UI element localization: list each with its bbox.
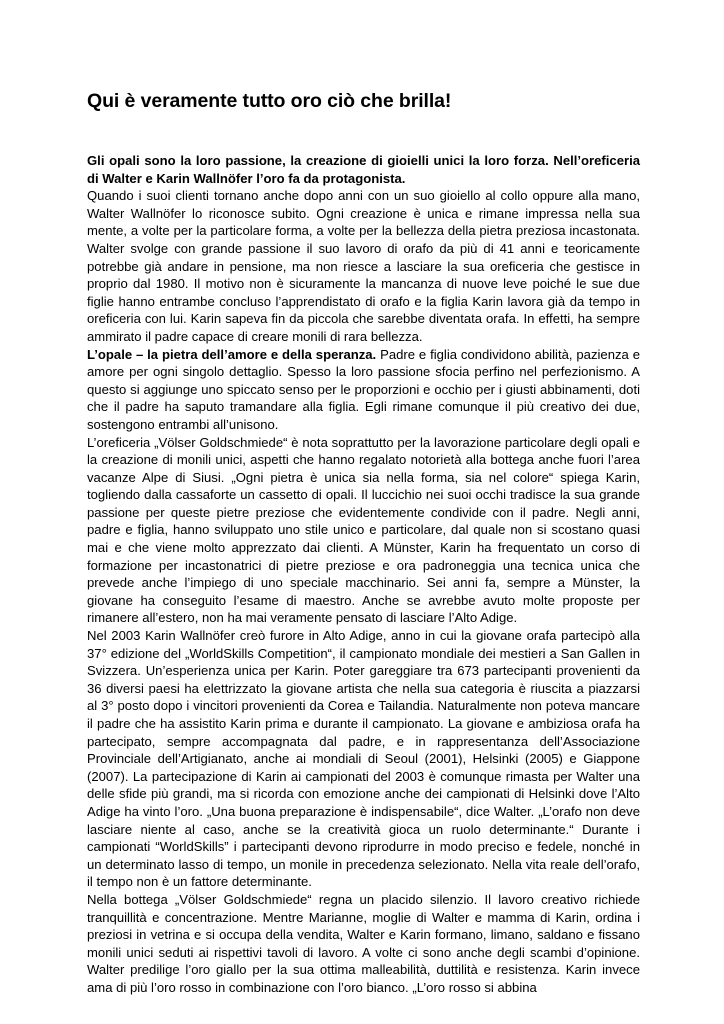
paragraph-2: [87, 346, 640, 434]
paragraph-4: Nel 2003 Karin Wallnöfer creò furore in Alto Adige, anno in cui la giovane orafa partecipò alla 37° edizione del „WorldSkills Competition“, il campionato mondiale dei mestieri a San Gallen in Svizzera. Un’esperienza unica per Karin. Poter gareggiare tra 673 partecipanti provenienti da 36 diversi paesi ha elettrizzato la giovane artista che nella sua categoria è riuscita a piazzarsi al 3° posto dopo i vincitori provenienti da Corea e Tailandia. Naturalmente non poteva mancare il padre che ha assistito Karin prima e durante il campionato. La giovane e ambiziosa orafa ha partecipato, sempre accompagnata dal padre, e in rappresentanza dell’Associazione Provinciale dell’Artigianato, anche ai mondiali di Seoul (2001), Helsinki (2005) e Giappone (2007). La partecipazione di Karin ai campionati del 2003 è comunque rimasta per Walter una delle sfide più grandi, ma si ricorda con emozione anche dei campionati di Helsinki dove l’Alto Adige ha vinto l’oro. „Una buona preparazione è indispensabile“, dice Walter. „L’orafo non deve lasciare niente al caso, anche se la creatività gioca un ruolo determinante.“ Durante i campionati “WorldSkills” i partecipanti devono riprodurre in modo preciso e fedele, nonché in un determinato lasso di tempo, un monile in precedenza selezionato. Nella vita reale dell’orafo, il tempo non è un fattore determinante.: [87, 628, 640, 890]
document-title: Qui è veramente tutto oro ciò che brilla!: [87, 90, 452, 112]
paragraph-1: Quando i suoi clienti tornano anche dopo anni con un suo gioiello al collo oppure alla mano, Walter Wallnöfer lo riconosce subito. Ogni creazione è unica e rimane impressa nella sua mente, a volte per la particolare forma, a volte per la bellezza della pietra preziosa incastonata. Walter svolge con grande passione il suo lavoro di orafo da più di 41 anni e teoricamente potrebbe già andare in pensione, ma non riesce a lasciare la sua oreficeria che gestisce in proprio dal 1980. Il motivo non è sicuramente la mancanza di nuove leve poiché le sue due figlie hanno entrambe concluso l’apprendistato di orafo e la figlia Karin lavora già da tempo in oreficeria con lui. Karin sapeva fin da piccola che sarebbe diventata orafa. In effetti, ha sempre ammirato il padre capace di creare monili di rara bellezza.: [87, 188, 640, 344]
paragraph-2-heading: L’opale – la pietra dell’amore e della speranza.: [87, 346, 377, 362]
lead-paragraph: Gli opali sono la loro passione, la creazione di gioielli unici la loro forza. Nell’oreficeria di Walter e Karin Wallnöfer l’oro fa da protagonista.: [87, 153, 640, 186]
paragraph-5: Nella bottega „Völser Goldschmiede“ regna un placido silenzio. Il lavoro creativo richiede tranquillità e concentrazione. Mentre Marianne, moglie di Walter e mamma di Karin, ordina i preziosi in vetrina e si occupa della vendita, Walter e Karin formano, limano, saldano e fissano monili unici seduti ai rispettivi tavoli di lavoro. A volte ci sono anche degli scambi d’opinione. Walter predilige l’oro giallo per la sua ottima malleabilità, duttilità e resistenza. Karin invece ama di più l’oro rosso in combinazione con l’oro bianco. „L’oro rosso si abbina: [87, 891, 640, 995]
paragraph-2-text: Padre e figlia condividono abilità, pazienza e amore per ogni singolo dettaglio. Spesso la loro passione sfocia perfino nel perfezionismo. A questo si aggiunge uno spiccato senso per le proporzioni e occhio per i giusti abbinamenti, doti che il padre ha saputo tramandare alla figlia. Egli rimane comunque il più creativo dei due, sostengono entrambi all’unisono.: [87, 346, 640, 432]
paragraph-3: L’oreficeria „Völser Goldschmiede“ è nota soprattutto per la lavorazione particolare degli opali e la creazione di monili unici, aspetti che hanno regalato notorietà alla bottega anche fuori l’area vacanze Alpe di Siusi. „Ogni pietra è unica sia nella forma, sia nel colore“ spiega Karin, togliendo dalla cassaforte un cassetto di opali. Il luccichio nei suoi occhi tradisce la sua grande passione per queste pietre preziose che evidentemente condivide con il padre. Negli anni, padre e figlia, hanno sviluppato uno stile unico e particolare, dal quale non si scostano quasi mai e che viene molto apprezzato dai clienti. A Münster, Karin ha frequentato un corso di formazione per incastonatrici di pietre preziose e ora padroneggia una tecnica unica che prevede anche l’impiego di uno speciale macchinario. Sei anni fa, sempre a Münster, la giovane ha conseguito l’esame di maestro. Anche se avrebbe avuto molte proposte per rimanere all’estero, non ha mai veramente pensato di lasciare l’Alto Adige.: [87, 434, 640, 626]
document-page: [87, 88, 640, 997]
